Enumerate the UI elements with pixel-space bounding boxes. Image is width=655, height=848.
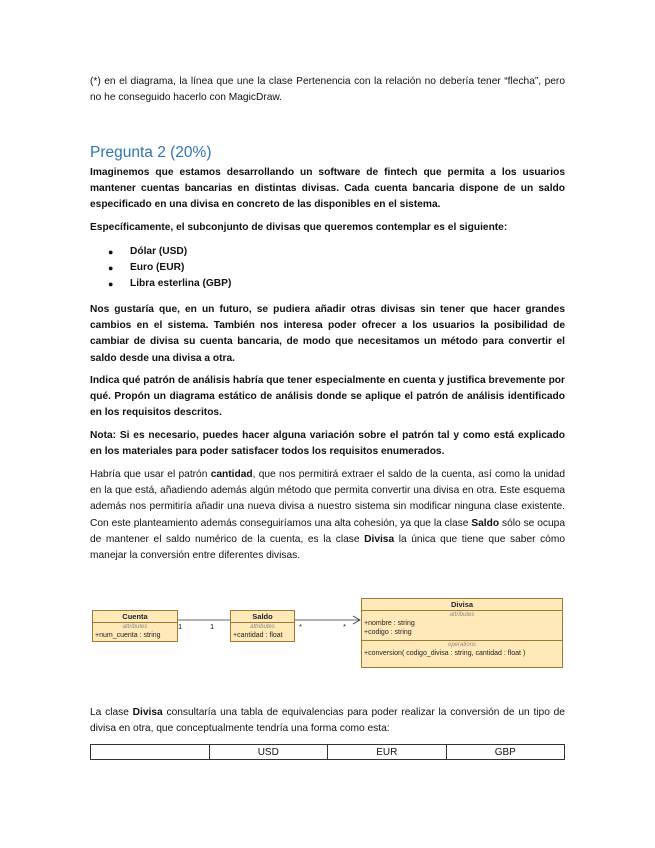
attribute: +codigo : string — [364, 629, 412, 636]
table-row — [91, 745, 565, 760]
attributes-label: attributes — [449, 612, 475, 618]
operation: +conversion( codigo_divisa : string, cantidad : float ) — [364, 650, 526, 657]
class-divisa — [361, 598, 563, 668]
future-paragraph: Nos gustaría que, en un futuro, se pudiera añadir otras divisas sin tener que hacer grandes cambios en el sistema. También nos interesa poder ofrecer a los usuarios la posibilidad de cambiar de divisa su cuenta bancaria, de modo que necesitamos un método para convertir el saldo desde una divisa a otra. — [90, 304, 565, 364]
attribute: +nombre : string — [364, 620, 415, 627]
multiplicity-label: * — [343, 622, 346, 631]
class-title: Cuenta — [93, 611, 177, 623]
currency-list — [106, 244, 231, 293]
table-cell: GBP — [446, 745, 565, 760]
class-saldo — [230, 610, 295, 642]
list-item: ● Dólar (USD) — [106, 244, 231, 260]
table-cell: USD — [209, 745, 328, 760]
answer-paragraph: Habría que usar el patrón cantidad, que nos permitirá extraer el saldo de la cuenta, así como la unidad en la que está, añadiendo además algún método que permita convertir una divisa en otra. Este esquema además nos permitiría añadir una nueva divisa a nuestro sistema sin modificar ninguna clase existente. Con este planteamiento además conseguiríamos una alta cohesión, ya que la clase Saldo sólo se ocupa de mantener el saldo numérico de la cuenta, es la clase Divisa la única que tiene que saber cómo manejar la conversión entre diferentes divisas. — [90, 469, 565, 562]
list-item: ● Euro (EUR) — [106, 260, 231, 276]
attribute: +num_cuenta : string — [95, 632, 161, 639]
multiplicity-label: 1 — [210, 622, 215, 631]
multiplicity-label: * — [299, 622, 302, 631]
task-paragraph: Indica qué patrón de análisis habría que tener especialmente en cuenta y justifica brevemente por qué. Propón un diagrama estático de análisis donde se aplique el patrón de análisis identificado en los requisitos descritos. — [90, 375, 565, 419]
nota-paragraph: Nota: Si es necesario, puedes hacer alguna variación sobre el patrón tal y como está explicado en los materiales para poder satisfacer todos los requisitos enumerados. — [90, 430, 565, 458]
class-title: Saldo — [231, 611, 294, 623]
table-cell: EUR — [328, 745, 447, 760]
equivalence-table — [90, 744, 565, 760]
bullet-icon: ● — [108, 263, 114, 274]
closing-paragraph: La clase Divisa consultaría una tabla de equivalencias para poder realizar la conversión de un tipo de divisa en otra, que conceptualmente tendría una forma como esta: — [90, 707, 565, 735]
list-item: ● Libra esterlina (GBP) — [106, 276, 231, 292]
question-heading: Pregunta 2 (20%) — [90, 144, 212, 161]
class-cuenta — [92, 610, 178, 642]
bullet-icon: ● — [108, 247, 114, 257]
attribute: +cantidad : float — [233, 632, 283, 639]
footnote-paragraph: (*) en el diagrama, la línea que une la clase Pertenencia con la relación no debería tener “flecha”, pero no he conseguido hacerlo con MagicDraw. — [90, 76, 565, 104]
bullet-icon: ● — [108, 279, 114, 290]
uml-class-diagram — [90, 596, 565, 670]
attributes-label: attributes — [250, 624, 275, 630]
class-title: Divisa — [362, 599, 562, 611]
intro-paragraph: Imaginemos que estamos desarrollando un software de fintech que permita a los usuarios mantener cuentas bancarias en distintas divisas. Cada cuenta bancaria dispone de un saldo especificado en una divisa en concreto de las disponibles en el sistema. — [90, 167, 565, 211]
subset-paragraph: Específicamente, el subconjunto de divisas que queremos contemplar es el siguiente: — [90, 222, 508, 233]
operations-label: operations — [447, 642, 477, 648]
table-cell — [91, 745, 210, 760]
attributes-label: attributes — [122, 624, 148, 630]
multiplicity-label: 1 — [178, 622, 183, 631]
